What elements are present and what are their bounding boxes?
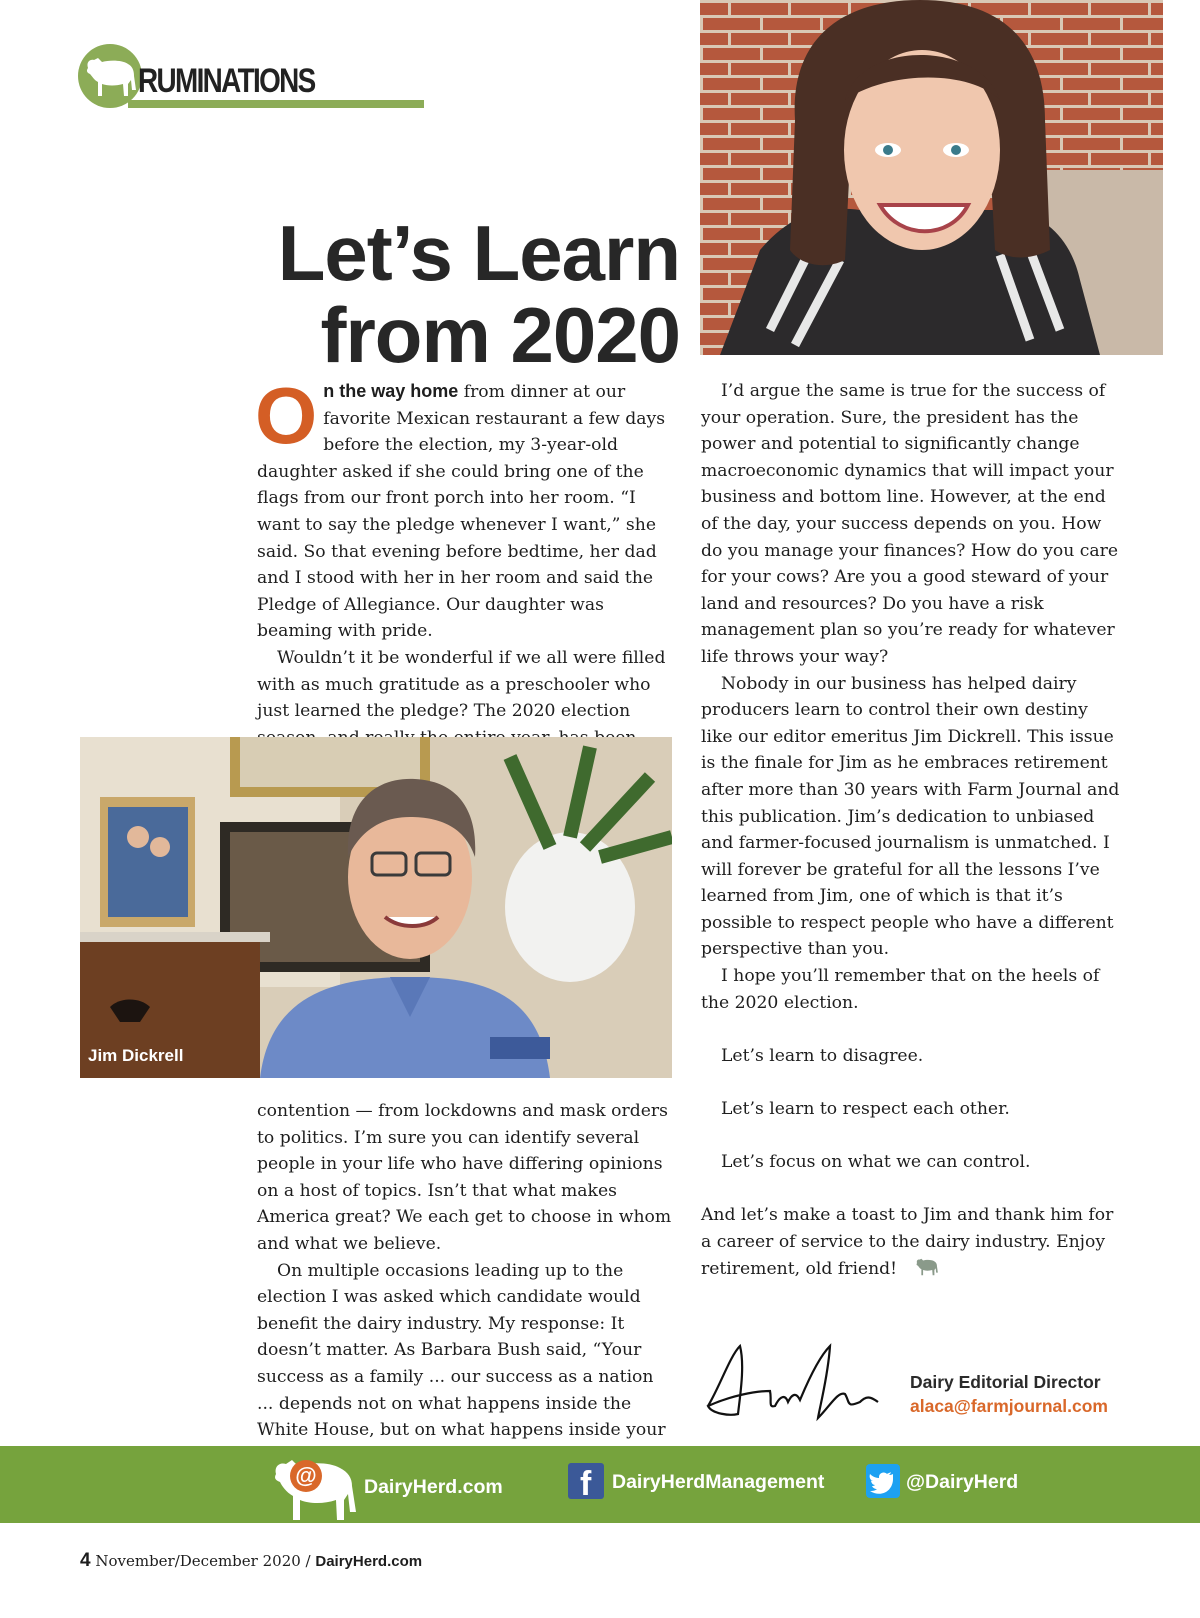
svg-text:@: @ (295, 1463, 317, 1488)
issue-date: November/December 2020 / (90, 1552, 316, 1570)
article-paragraph-10 (701, 1202, 1121, 1282)
folio-site: DairyHerd.com (315, 1553, 423, 1570)
spacer (701, 1016, 1121, 1043)
facebook-icon[interactable]: f (568, 1463, 604, 1499)
closing-text: And let’s make a toast to Jim and thank him for a career of service to the dairy industry. Enjoy retirement, old friend! (701, 1205, 1114, 1279)
headline-line-2: from 2020 (320, 291, 680, 379)
lead-in: n the way home (323, 381, 459, 401)
article-paragraph-5: Nobody in our business has helped dairy producers learn to control their own destiny like our editor emeritus Jim Dickrell. This issue is the finale for Jim as he embraces retirement after more than 30 years with Farm Journal and this publication. Jim’s dedication to unbiased and farmer-focused journalism is unmatched. I will forever be grateful for all the lessons I’ve learned from Jim, one of which is that it’s possible to respect people who have a different perspective than you. (701, 673, 1120, 960)
article-paragraph-6: I hope you’ll remember that on the heels of the 2020 election. (701, 966, 1100, 1013)
headline-line-1: Let’s Learn (277, 209, 680, 297)
spacer (701, 1176, 1121, 1203)
website-at-cow-icon (270, 1450, 362, 1522)
end-mark-cow-icon (913, 1257, 941, 1277)
social-footer-band (0, 1446, 1200, 1523)
article-column-1-top (255, 371, 675, 778)
website-link[interactable]: DairyHerd.com (364, 1476, 503, 1498)
author-title: Dairy Editorial Director (910, 1372, 1101, 1392)
article-paragraph-4: I’d argue the same is true for the success of your operation. Sure, the president has the power and potential to significantly change macroeconomic dynamics that will impact your business and bottom line. However, at the end of the day, your success depends on you. How do you manage your finances? How do you care for your cows? Are you a good steward of your land and resources? Do you have a risk management plan so you’re ready for whatever life throws your way? (701, 381, 1119, 667)
author-email-link[interactable]: alaca@farmjournal.com (910, 1396, 1108, 1416)
spacer (701, 1123, 1121, 1150)
section-header (78, 44, 348, 114)
article-paragraph-2: Wouldn’t it be wonderful if we all were filled with as much gratitude as a preschooler who just learned the pledge? The 2020 election (257, 647, 666, 722)
author-photo (700, 0, 1163, 355)
twitter-icon[interactable] (866, 1464, 900, 1498)
jim-dickrell-photo (80, 737, 672, 1078)
drop-cap: O (255, 371, 318, 460)
article-paragraph-1 (255, 371, 675, 645)
cow-icon (84, 54, 138, 100)
paragraph-1-text: from dinner at our favorite Mexican restaurant a few days before the election, my 3-year-old daughter asked if she could bring one of the flags from our front porch into her room. “I want to say the pledge whenever I want,” she said. So that evening before bedtime, her dad and I stood with her in her room and said the Pledge of Allegiance. Our daughter was beaming with pride. (257, 382, 666, 642)
page-folio (80, 1550, 422, 1572)
twitter-link[interactable]: @DairyHerd (906, 1471, 1019, 1493)
section-label: RUMINATIONS (138, 62, 315, 100)
author-signature (700, 1336, 890, 1426)
spacer (701, 1069, 1121, 1096)
article-paragraph-9: Let’s focus on what we can control. (721, 1152, 1031, 1173)
article-paragraph-7: Let’s learn to disagree. (721, 1045, 924, 1066)
article-paragraph-8: Let’s learn to respect each other. (721, 1099, 1010, 1120)
page-number: 4 (80, 1550, 91, 1571)
facebook-link[interactable]: DairyHerdManagement (612, 1471, 825, 1493)
section-underline (128, 100, 424, 108)
article-paragraph-2-continued: contention — from lockdowns and mask orders to politics. I’m sure you can identify several people in your life who have differing opinions on a host of topics. Isn’t that what makes America great? We each get to choose in whom and what we believe. (257, 1101, 672, 1254)
photo-caption: Jim Dickrell (88, 1046, 184, 1065)
headline (250, 209, 680, 379)
article-column-1-bottom (257, 1098, 675, 1470)
article-paragraph-3: On multiple occasions leading up to the election I was asked which candidate would benefit the dairy industry. My response: It doesn’t matter. As Barbara Bush said, “Your success as a family ... our success as a nation ... depends not on what happens inside the White House, but on what happens inside your (257, 1260, 666, 1441)
article-column-2 (701, 378, 1121, 1282)
